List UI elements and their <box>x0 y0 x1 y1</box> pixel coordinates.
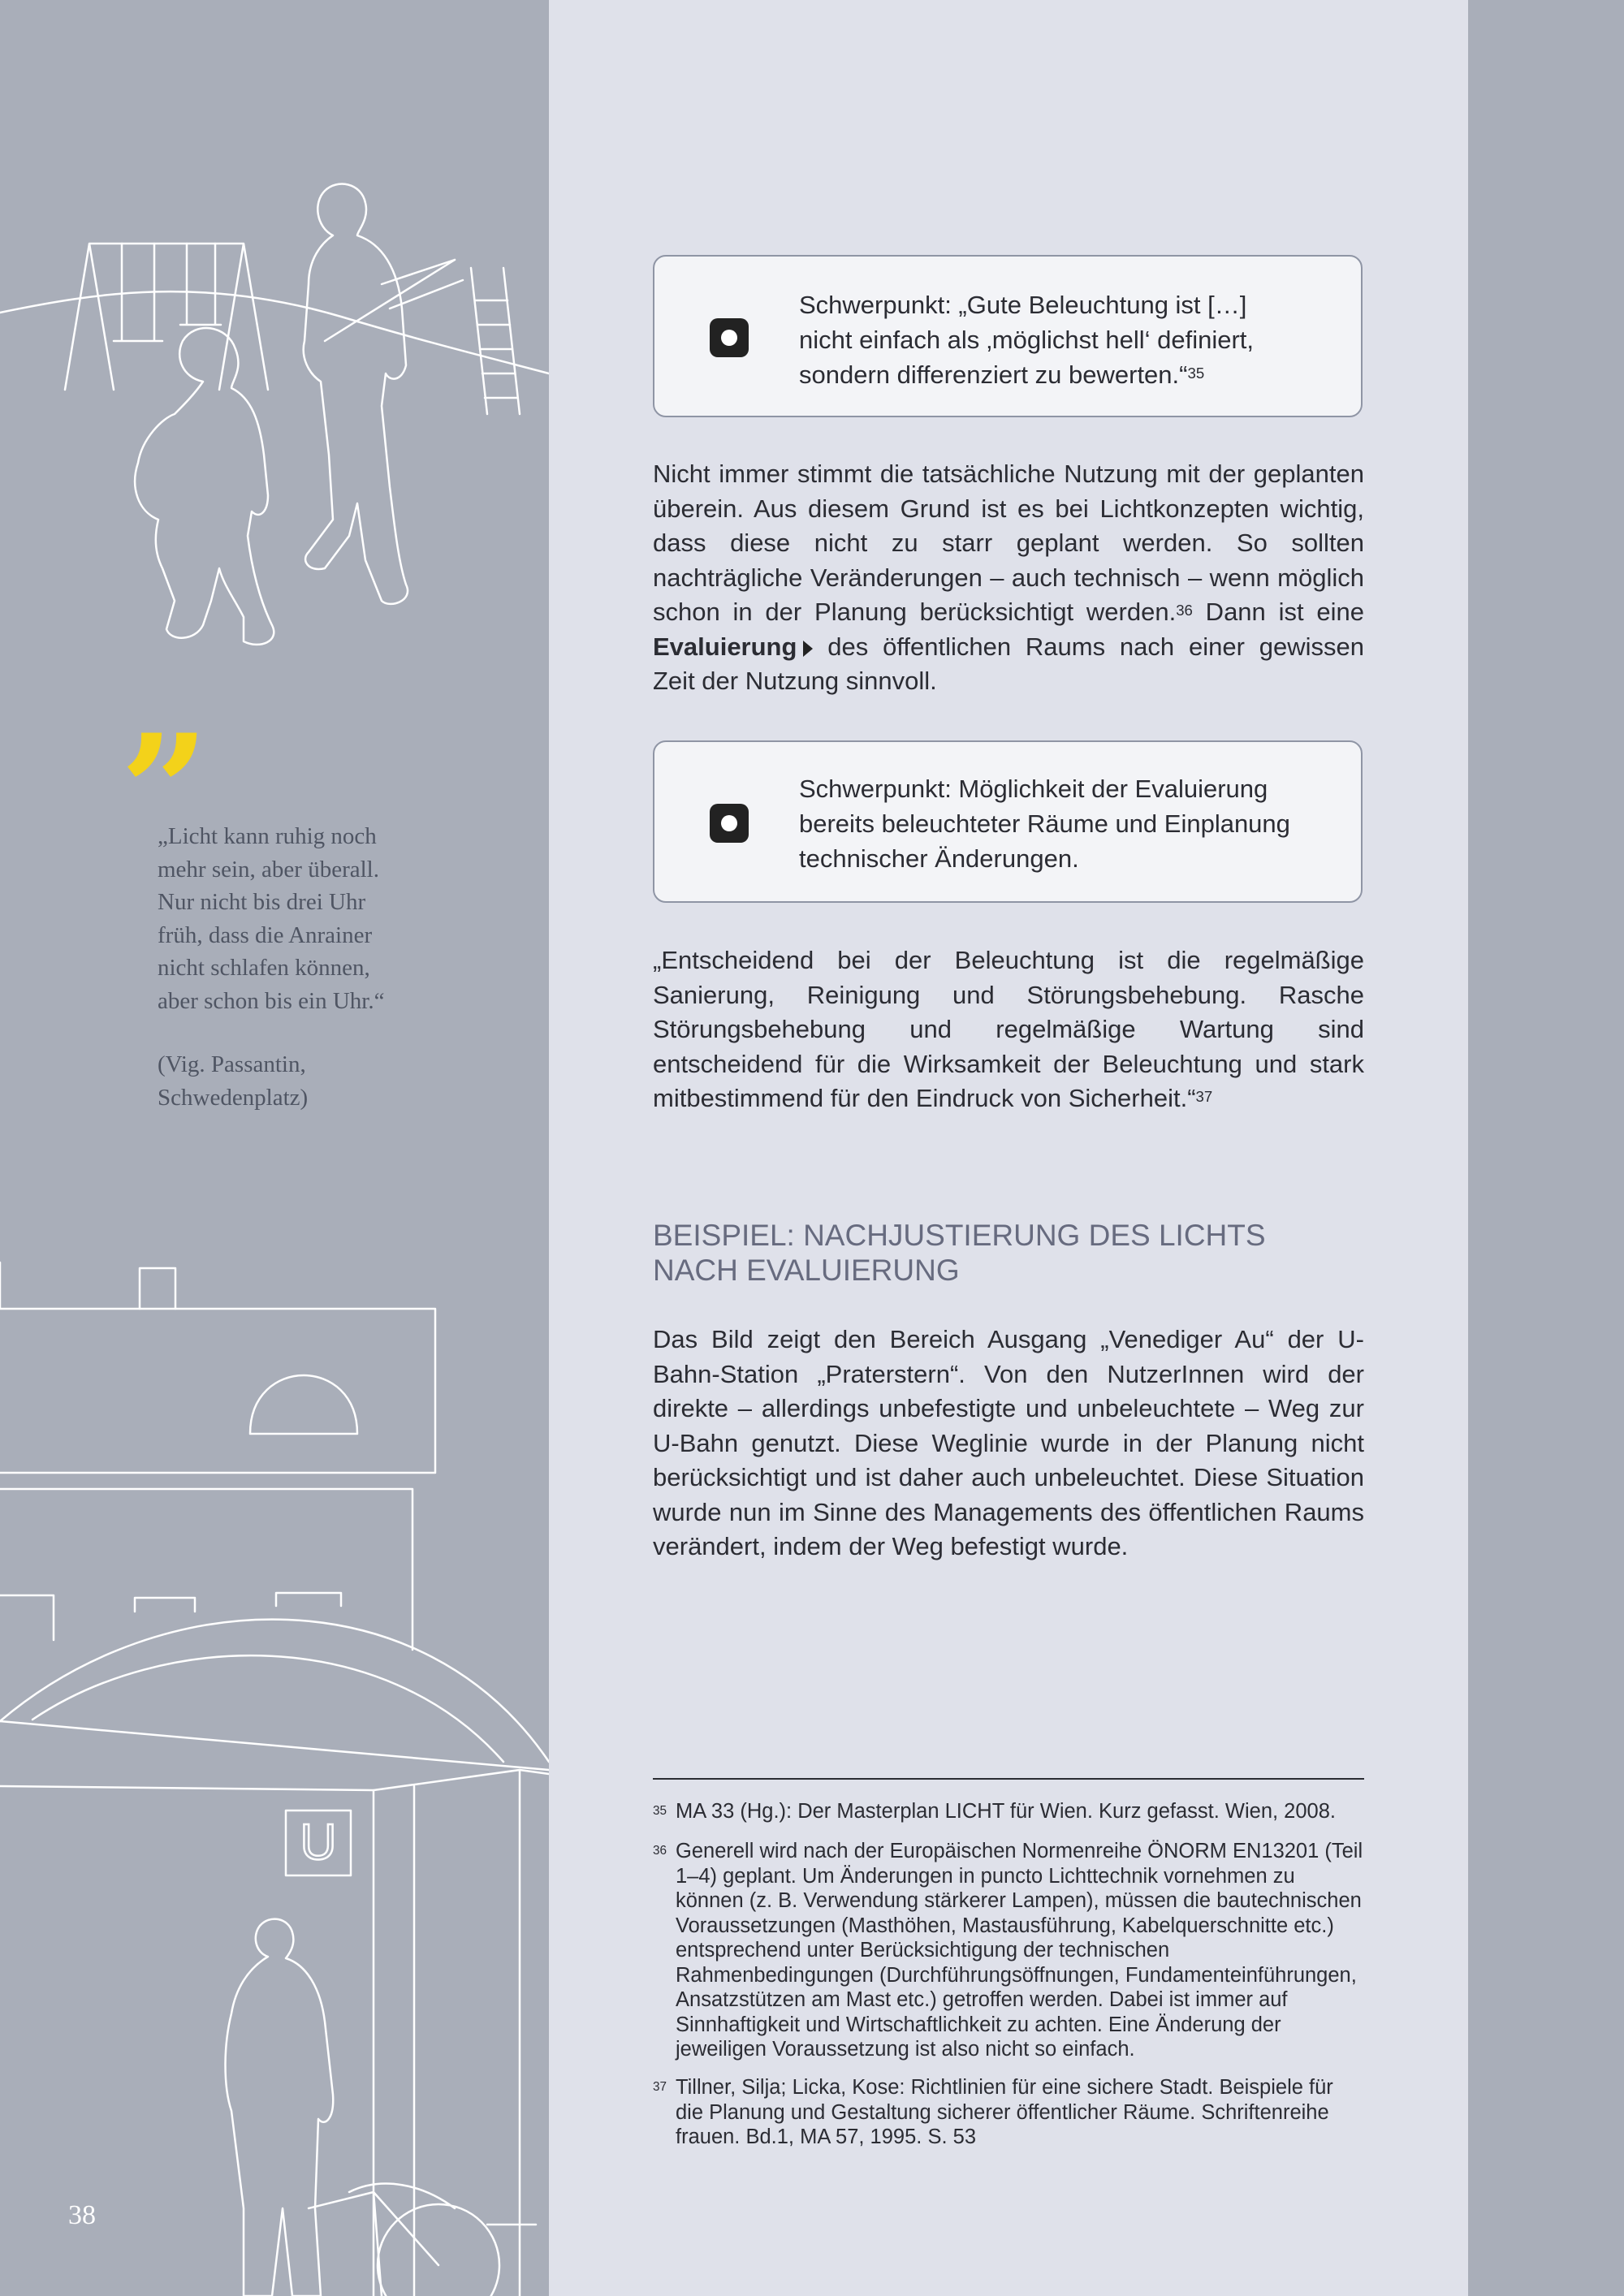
building-illustration <box>0 1262 549 2296</box>
sidebar-quote <box>158 820 442 1114</box>
quote-mark-icon: ” <box>120 701 209 882</box>
subway-sign: U <box>300 1815 337 1871</box>
footnote-ref[interactable]: 37 <box>1195 1088 1213 1105</box>
child-silhouette <box>304 184 408 604</box>
ground-line <box>0 291 549 373</box>
footnote: 37 Tillner, Silja; Licka, Kose: Richtlinien für eine sichere Stadt. Beispiele für die Planung und Gestaltung sicherer öffentlicher Räume. Schriftenreihe frauen. Bd.1, MA 57, 1995. S. 53 <box>653 2076 1333 2148</box>
target-icon <box>710 318 749 357</box>
body-paragraph: „Entscheidend bei der Beleuchtung ist die regelmäßige Sanierung, Reinigung und Störungsbehebung. Rasche Störungsbehebung und regelmäßige Wartung sind entscheidend für die Wirksamkeit der Beleuchtung und stark mitbestimmend für den Eindruck von Sicherheit.“$^{37}$ <box>653 946 1364 1112</box>
quote-line: „Licht kann ruhig noch <box>158 823 377 849</box>
callout-text: Schwerpunkt: Möglichkeit der Evaluierung bereits beleuchteter Räume und Einplanung technischer Änderungen. <box>799 775 1290 873</box>
section-paragraph: Das Bild zeigt den Bereich Ausgang „Venediger Au“ der U-Bahn-Station „Praterstern“. Von den NutzerInnen wird der direkte – allerdings unbefestigte und unbeleuchtete – Weg zur U-Bahn genutzt. Diese Weglinie wurde in der Planung nicht berücksichtigt und ist daher auch unbeleuchtet. Diese Situation wurde nun im Sinne des Managements des öffentlichen Raums verändert, indem der Weg befestigt wurde. <box>653 1325 1364 1560</box>
quote-line: Nur nicht bis drei Uhr <box>158 889 366 915</box>
slide-icon <box>325 260 520 414</box>
evaluierung-link[interactable]: Evaluierung <box>653 632 797 661</box>
callout-box <box>653 740 1363 903</box>
small-child-silhouette <box>135 328 274 645</box>
quote-line: mehr sein, aber überall. <box>158 856 379 883</box>
quote-line: aber schon bis ein Uhr.“ <box>158 987 385 1014</box>
quote-source <box>158 1048 442 1114</box>
person-silhouette <box>226 1919 334 2296</box>
body-paragraph: Nicht immer stimmt die tatsächliche Nutzung mit der geplanten überein. Aus diesem Grund ist es bei Lichtkonzepten wichtig, dass diese nicht zu starr geplant werden. So sollten nachträgliche Veränderungen – auch technisch – wenn möglich schon in der Planung berücksichtigt werden.$^{36}$ Dann ist eine Evaluierung des öffentlichen Raums nach einer gewissen Zeit der Nutzung sinnvoll. <box>653 460 1364 695</box>
footnote-divider <box>653 1778 1364 1780</box>
sidebar-illustration <box>0 0 549 2296</box>
quote-source-line: (Vig. Passantin, <box>158 1051 306 1077</box>
footnote: 36 Generell wird nach der Europäischen Normenreihe ÖNORM EN13201 (Teil 1–4) geplant. Um Änderungen in puncto Lichttechnik vornehmen zu können (z. B. Verwendung stärkerer Lampen), müssen die bautechnischen Voraussetzungen (Masthöhen, Mastausführung, Kabelquerschnitte etc.) entsprechend unter Berücksichtigung der technischen Rahmenbedingungen (Durchführungsöffnungen, Fundamenteinführungen, Ansatzstützen am Mast etc.) getroffen werden. Dabei ist immer auf Sinnhaftigkeit und Wirtschaftlichkeit zu achten. Eine Änderung der jeweiligen Voraussetzung ist also nicht so einfach. <box>653 1840 1363 2061</box>
bicycle-icon <box>309 2184 536 2296</box>
section-heading: BEISPIEL: NACHJUSTIERUNG DES LICHTS NACH EVALUIERUNG <box>653 1219 1266 1287</box>
footnote: 35 MA 33 (Hg.): Der Masterplan LICHT für Wien. Kurz gefasst. Wien, 2008. <box>653 1800 1336 1823</box>
arrow-right-icon <box>803 641 813 657</box>
callout-text: Schwerpunkt: „Gute Beleuchtung ist […] nicht einfach als ‚möglichst hell‘ definiert, sondern differenziert zu bewerten.“$^{35}$ <box>799 291 1254 389</box>
target-icon <box>710 804 749 843</box>
quote-source-line: Schwedenplatz) <box>158 1084 309 1111</box>
footnote-ref[interactable]: 36 <box>1176 602 1193 619</box>
quote-line: früh, dass die Anrainer <box>158 921 373 948</box>
right-margin-panel <box>1468 0 1624 2296</box>
quote-line: nicht schlafen können, <box>158 955 370 981</box>
page-number: 38 <box>68 2200 96 2230</box>
callout-box <box>653 255 1363 417</box>
